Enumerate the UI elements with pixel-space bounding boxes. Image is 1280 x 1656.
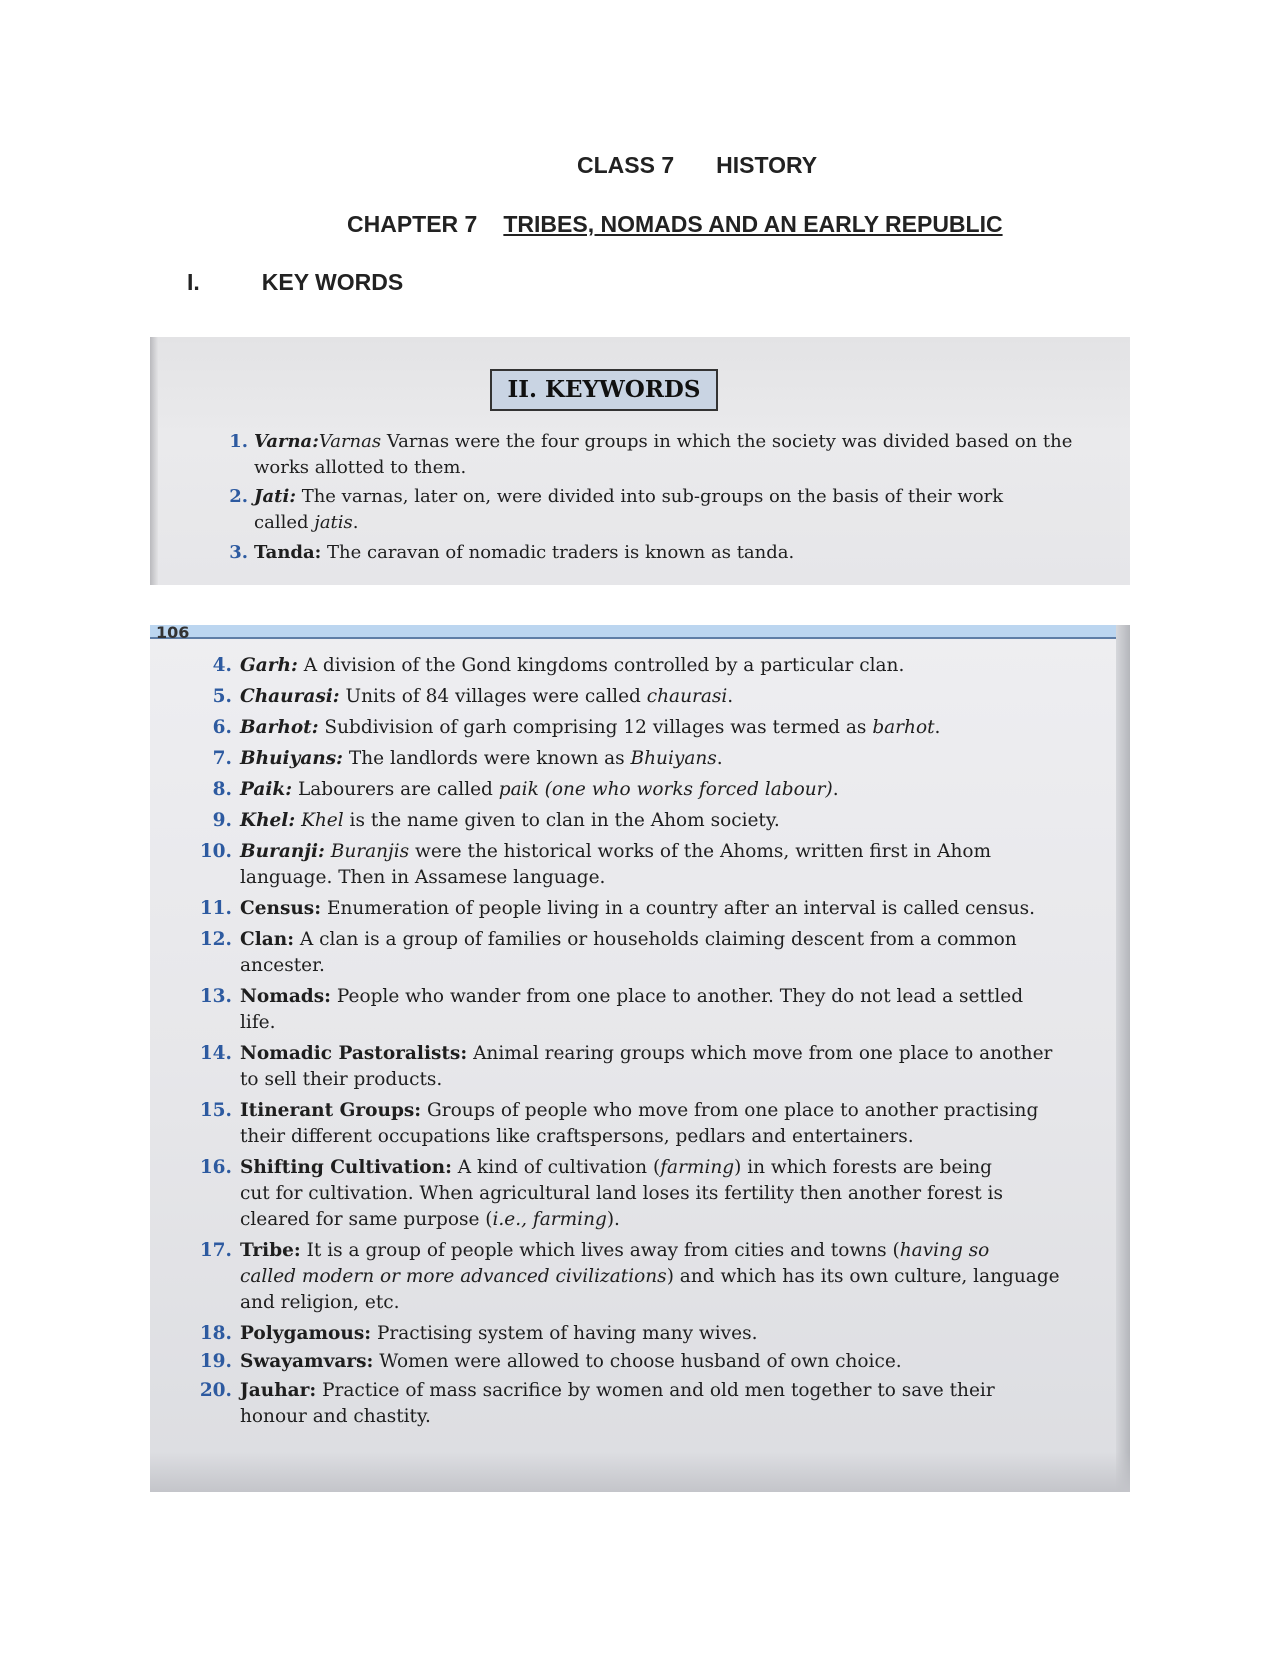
item-text: Practice of mass sacrifice by women and old men together to save their <box>316 1380 995 1401</box>
item-number: 2. <box>229 486 248 507</box>
item-number: 16. <box>199 1157 232 1178</box>
keyword-item <box>226 429 1072 481</box>
item-text: Animal rearing groups which move from one place to another <box>467 1043 1053 1064</box>
item-number: 5. <box>212 686 232 707</box>
item-number: 1. <box>229 431 248 452</box>
item-number: 10. <box>199 841 232 862</box>
section-title: KEY WORDS <box>261 269 404 295</box>
keyword-item <box>198 653 904 679</box>
page-number: 106 <box>156 625 190 642</box>
class-subject-line <box>577 152 817 179</box>
item-text-cont: works allotted to them. <box>254 457 467 478</box>
page-header-bar <box>150 625 1130 639</box>
item-term: Jati: <box>254 486 296 507</box>
item-text: Groups of people who move from one place to another practising <box>421 1100 1039 1121</box>
item-text-end: . <box>934 717 941 738</box>
item-number: 19. <box>199 1351 232 1372</box>
keywords-box-title: II. KEYWORDS <box>490 369 718 411</box>
keyword-item <box>198 715 940 741</box>
keyword-item <box>198 1349 902 1375</box>
item-text-italic: i.e., farming <box>492 1209 607 1230</box>
item-number: 14. <box>199 1043 232 1064</box>
item-number: 8. <box>212 779 232 800</box>
item-number: 11. <box>199 898 232 919</box>
keyword-item <box>226 540 794 566</box>
item-number: 13. <box>199 986 232 1007</box>
item-text: Units of 84 villages were called <box>339 686 647 707</box>
item-term: Barhot: <box>240 717 319 738</box>
item-term: Clan: <box>240 929 295 950</box>
item-term: Garh: <box>240 655 298 676</box>
page-shadow <box>150 337 158 585</box>
item-text-end: ) in which forests are being <box>734 1157 993 1178</box>
keyword-item <box>198 684 733 710</box>
item-term: Paik: <box>240 779 293 800</box>
chapter-label: CHAPTER 7 <box>347 211 478 237</box>
item-text-cont: to sell their products. <box>240 1069 443 1090</box>
keyword-item <box>198 984 1023 1036</box>
item-text-italic: called modern or more advanced civilizations <box>240 1266 667 1287</box>
item-text-italic: farming <box>660 1157 735 1178</box>
keyword-item <box>198 746 723 772</box>
section-number: I. <box>187 269 200 295</box>
item-number: 15. <box>199 1100 232 1121</box>
item-text-italic: Bhuiyans <box>630 748 717 769</box>
item-text-cont: language. Then in Assamese language. <box>240 867 606 888</box>
page-bottom-shadow <box>150 1452 1130 1492</box>
item-text-italic: jatis <box>314 512 353 533</box>
item-text: It is a group of people which lives away from cities and towns ( <box>300 1240 900 1261</box>
item-text-end: . <box>352 512 359 533</box>
item-term: Nomadic Pastoralists: <box>240 1043 468 1064</box>
keyword-item <box>198 1041 1052 1093</box>
item-text-cont: cut for cultivation. When agricultural land loses its fertility then another forest is <box>240 1183 1003 1204</box>
item-text-end: . <box>727 686 734 707</box>
item-number: 9. <box>212 810 232 831</box>
item-text-cont: cleared for same purpose ( <box>240 1209 493 1230</box>
section-heading <box>187 269 403 296</box>
item-text-italic: having so <box>899 1240 990 1261</box>
item-number: 4. <box>212 655 232 676</box>
item-text-italic: Varnas <box>318 431 382 452</box>
keyword-item <box>198 896 1035 922</box>
item-term: Jauhar: <box>240 1380 317 1401</box>
item-term: Polygamous: <box>240 1323 372 1344</box>
item-number: 17. <box>199 1240 232 1261</box>
item-number: 12. <box>199 929 232 950</box>
item-term: Tanda: <box>254 542 322 563</box>
item-text-cont: ) and which has its own culture, language <box>666 1266 1060 1287</box>
textbook-photo-keywords-2 <box>150 625 1130 1492</box>
item-term: Buranji: <box>240 841 325 862</box>
keyword-item <box>198 1238 1060 1316</box>
item-text-cont: and religion, etc. <box>240 1292 400 1313</box>
item-text-end: were the historical works of the Ahoms, written first in Ahom <box>409 841 992 862</box>
item-text: Subdivision of garh comprising 12 villages was termed as <box>318 717 873 738</box>
item-text-cont: life. <box>240 1012 276 1033</box>
item-text-end: . <box>716 748 723 769</box>
item-text-italic: chaurasi <box>646 686 728 707</box>
item-text: Practising system of having many wives. <box>371 1323 758 1344</box>
class-label: CLASS 7 <box>577 152 675 178</box>
item-text-cont: called <box>254 512 315 533</box>
item-number: 6. <box>212 717 232 738</box>
item-number: 7. <box>212 748 232 769</box>
item-text-italic: barhot <box>872 717 935 738</box>
item-text: Enumeration of people living in a country after an interval is called census. <box>321 898 1036 919</box>
item-term: Itinerant Groups: <box>240 1100 422 1121</box>
item-text: The varnas, later on, were divided into sub-groups on the basis of their work <box>295 486 1004 507</box>
item-term: Nomads: <box>240 986 331 1007</box>
item-text-end: . <box>832 779 839 800</box>
keyword-item <box>198 927 1017 979</box>
keyword-item <box>198 808 780 834</box>
item-term: Swayamvars: <box>240 1351 374 1372</box>
item-term: Khel: <box>240 810 296 831</box>
item-term: Tribe: <box>240 1240 301 1261</box>
keyword-item <box>198 1378 995 1430</box>
item-text: A clan is a group of families or households claiming descent from a common <box>294 929 1017 950</box>
item-term: Shifting Cultivation: <box>240 1157 452 1178</box>
subject-label: HISTORY <box>716 152 818 178</box>
keyword-item <box>198 1155 1003 1233</box>
item-number: 3. <box>229 542 248 563</box>
page-edge-shadow <box>1116 625 1130 1492</box>
item-text-italic: paik (one who works forced labour) <box>498 779 833 800</box>
chapter-title: TRIBES, NOMADS AND AN EARLY REPUBLIC <box>503 211 1003 237</box>
keyword-item <box>226 484 1003 536</box>
item-number: 20. <box>199 1380 232 1401</box>
item-term: Varna: <box>254 431 319 452</box>
item-text: The caravan of nomadic traders is known as tanda. <box>321 542 795 563</box>
keyword-item <box>198 839 991 891</box>
item-text: The landlords were known as <box>343 748 631 769</box>
item-text: Varnas were the four groups in which the society was divided based on the <box>381 431 1073 452</box>
item-text-end: is the name given to clan in the Ahom society. <box>343 810 780 831</box>
item-term: Chaurasi: <box>240 686 340 707</box>
item-text: Labourers are called <box>292 779 499 800</box>
keyword-item <box>198 1321 757 1347</box>
item-text: A division of the Gond kingdoms controlled by a particular clan. <box>297 655 905 676</box>
item-text: Women were allowed to choose husband of own choice. <box>373 1351 902 1372</box>
item-text-italic: Khel <box>301 810 344 831</box>
item-text-end: ). <box>606 1209 620 1230</box>
item-text-cont: their different occupations like craftspersons, pedlars and entertainers. <box>240 1126 914 1147</box>
item-number: 18. <box>199 1323 232 1344</box>
chapter-line <box>347 211 1003 238</box>
item-text-cont: honour and chastity. <box>240 1406 431 1427</box>
item-text: A kind of cultivation ( <box>451 1157 661 1178</box>
keyword-item <box>198 1098 1038 1150</box>
item-text-cont: ancester. <box>240 955 325 976</box>
item-term: Census: <box>240 898 322 919</box>
keyword-item <box>198 777 839 803</box>
textbook-photo-keywords-1 <box>150 337 1130 585</box>
item-text-italic: Buranjis <box>330 841 410 862</box>
item-term: Bhuiyans: <box>240 748 343 769</box>
item-text: People who wander from one place to another. They do not lead a settled <box>331 986 1024 1007</box>
